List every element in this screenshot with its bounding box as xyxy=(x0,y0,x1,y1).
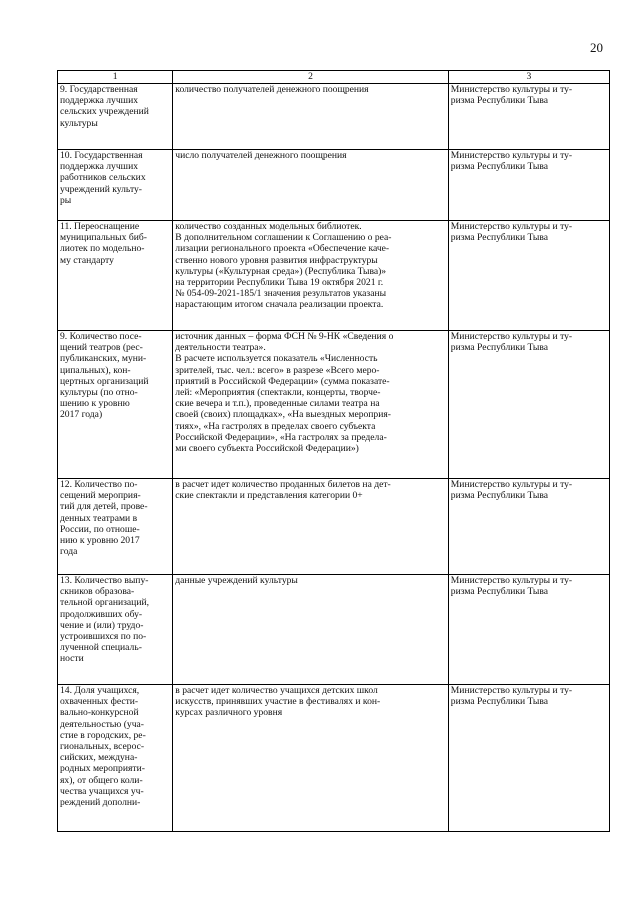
method-cell: в расчет идет количество учащихся детских школ искусств, принявших участие в фестивалях и кон- курсах различного уровня xyxy=(173,685,448,832)
indicator-cell: 13. Количество выпу- скников образова- тельной организаций, продолживших обу- чение и (или) трудо- устроившихся по по- лученной специаль- ности xyxy=(58,575,173,685)
table-row xyxy=(58,685,610,832)
table-row xyxy=(58,221,610,331)
table-row xyxy=(58,331,610,479)
responsible-cell: Министерство культуры и ту- ризма Республики Тыва xyxy=(448,479,609,575)
responsible-cell: Министерство культуры и ту- ризма Республики Тыва xyxy=(448,331,609,479)
indicator-cell: 10. Государственная поддержка лучших работников сельских учреждений культу- ры xyxy=(58,150,173,221)
column-header: 1 xyxy=(58,71,173,84)
column-header: 3 xyxy=(448,71,609,84)
indicator-cell: 11. Переоснащение муниципальных биб- лиотек по модельно- му стандарту xyxy=(58,221,173,331)
responsible-cell: Министерство культуры и ту- ризма Республики Тыва xyxy=(448,685,609,832)
responsible-cell: Министерство культуры и ту- ризма Республики Тыва xyxy=(448,84,609,150)
method-cell: в расчет идет количество проданных билетов на дет- ские спектакли и представления категории 0+ xyxy=(173,479,448,575)
responsible-cell: Министерство культуры и ту- ризма Республики Тыва xyxy=(448,575,609,685)
column-header: 2 xyxy=(173,71,448,84)
responsible-cell: Министерство культуры и ту- ризма Республики Тыва xyxy=(448,150,609,221)
table-header-row xyxy=(58,71,610,84)
method-cell: количество созданных модельных библиотек. В дополнительном соглашении к Соглашению о реа- лизации регионального проекта «Обеспечение каче- ственно нового уровня развития инфраструктуры культуры («Культурная среда») (Республика Тыва)» на территории Республики Тыва 19 октября 2021 г. № 054-09-2021-185/1 значения результатов указаны нарастающим итогом сначала реализации проекта. xyxy=(173,221,448,331)
responsible-cell: Министерство культуры и ту- ризма Республики Тыва xyxy=(448,221,609,331)
indicators-table xyxy=(57,70,610,832)
indicator-cell: 9. Государственная поддержка лучших сельских учреждений культуры xyxy=(58,84,173,150)
method-cell: число получателей денежного поощрения xyxy=(173,150,448,221)
table-row xyxy=(58,84,610,150)
table-row xyxy=(58,575,610,685)
table-row xyxy=(58,479,610,575)
method-cell: количество получателей денежного поощрения xyxy=(173,84,448,150)
method-cell: источник данных – форма ФСН № 9-НК «Сведения о деятельности театра». В расчете используется показатель «Численность зрителей, тыс. чел.: всего» в разрезе «Всего меро- приятий в Российской Федерации» (сумма показате- лей: «Мероприятия (спектакли, концерты, творче- ские вечера и т.п.), проведенные силами театра на своей (своих) площадках», «На выездных мероприя- тиях», «На гастролях в пределах своего субъекта Российской Федерации», «На гастролях за предела- ми своего субъекта Российской Федерации») xyxy=(173,331,448,479)
page-number: 20 xyxy=(590,40,603,55)
indicator-cell: 9. Количество посе- щений театров (рес- публиканских, муни- ципальных), кон- цертных организаций культуры (по отно- шению к уровню 2017 года) xyxy=(58,331,173,479)
table-row xyxy=(58,150,610,221)
indicator-cell: 12. Количество по- сещений мероприя- тий для детей, прове- денных театрами в России, по отноше- нию к уровню 2017 года xyxy=(58,479,173,575)
indicator-cell: 14. Доля учащихся, охваченных фести- вально-конкурсной деятельностью (уча- стие в городских, ре- гиональных, всерос- сийских, междуна- родных мероприяти- ях), от общего коли- чества учащихся уч- реждений дополни- xyxy=(58,685,173,832)
method-cell: данные учреждений культуры xyxy=(173,575,448,685)
